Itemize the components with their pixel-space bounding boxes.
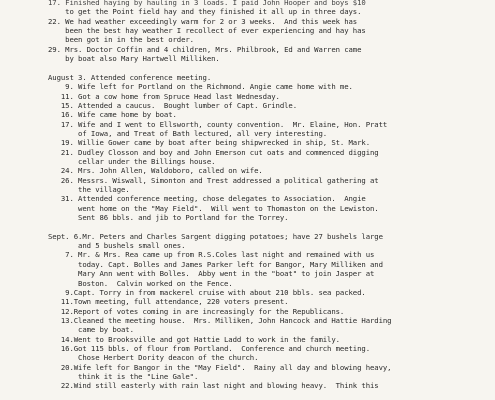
diary-line: 21. Dudley Closson and boy and John Emerson cut oats and commenced digging (48, 147, 379, 157)
diary-line: 26. Messrs. Wiswall, Simonton and Trest addressed a political gathering at (48, 175, 379, 185)
diary-line: cellar under the Billings house. (48, 156, 216, 166)
diary-line: 29. Mrs. Doctor Coffin and 4 children, Mrs. Philbrook, Ed and Warren came (48, 44, 362, 54)
diary-line: 31. Attended conference meeting, chose delegates to Association. Angie (48, 194, 366, 204)
diary-line: 19. Willie Gower came by boat after being shipwrecked in ship, St. Mark. (48, 138, 370, 148)
diary-line: 11.Town meeting, full attendance, 220 voters present. (48, 297, 289, 307)
diary-line: Mary Ann went with Bolles. Abby went in the "boat" to join Jasper at (48, 269, 375, 279)
diary-line: Chose Herbert Dority deacon of the church. (48, 353, 259, 363)
diary-line: 24. Mrs. John Allen, Waldoboro, called on wife. (48, 166, 263, 176)
diary-line: Sept. 6.Mr. Peters and Charles Sargent digging potatoes; have 27 bushels large (48, 231, 383, 241)
diary-line: to get the Point field hay and they finished it all up in three days. (48, 7, 362, 17)
diary-line: 9. Wife left for Portland on the Richmond. Angie came home with me. (48, 82, 353, 92)
diary-line: 11. Got a cow home from Spruce Head last Wednesday. (48, 91, 280, 101)
diary-line: 22.Wind still easterly with rain last night and blowing heavy. Think this (48, 381, 379, 391)
diary-line: the village. (48, 185, 130, 194)
diary-line: came by boat. (48, 325, 134, 335)
diary-line: 7. Mr. & Mrs. Rea came up from R.S.Coles last night and remained with us (48, 250, 375, 260)
diary-line: by boat also Mary Hartwell Milliken. (48, 54, 220, 64)
diary-line: 17. Finished haying by hauling in 3 loads. I paid John Hooper and boys $10 (48, 0, 366, 7)
diary-line: 15. Attended a caucus. Bought lumber of Capt. Grindle. (48, 100, 298, 110)
diary-line: 9.Capt. Torry in from mackerel cruise with about 210 bbls. sea packed. (48, 287, 366, 297)
diary-line: of Iowa, and Treat of Bath lectured, all very interesting. (48, 128, 328, 138)
diary-line: 13.Cleaned the meeting house. Mrs. Milliken, John Hancock and Hattie Harding (48, 315, 392, 325)
diary-line: 17. Wife and I went to Ellsworth, county convention. Mr. Elaine, Hon. Pratt (48, 119, 388, 129)
diary-line: 16.Got 115 bbls. of flour from Portland. Conference and church meeting. (48, 343, 370, 353)
diary-line: 16. Wife came home by boat. (48, 110, 177, 120)
diary-line: today. Capt. Bolles and James Parker left for Bangor, Mary Milliken and (48, 259, 383, 269)
diary-line: August 3. Attended conference meeting. (48, 72, 212, 82)
diary-line: been the best hay weather I recollect of ever experiencing and hay has (48, 26, 366, 36)
diary-line: think it is the "Line Gale". (48, 372, 199, 381)
diary-line: been got in in the best order. (48, 35, 194, 45)
diary-line: 12.Report of votes coming in are increasingly for the Republicans. (48, 306, 345, 316)
diary-line: Boston. Calvin worked on the Fence. (48, 278, 233, 288)
diary-line: and 5 bushels small ones. (48, 241, 186, 251)
diary-line: Sent 86 bbls. and jib to Portland for the Torrey. (48, 213, 289, 223)
diary-line: 22. We had weather exceedingly warm for 2 or 3 weeks. And this week has (48, 16, 358, 26)
diary-line: 14.Went to Brooksville and got Hattie Ladd to work in the family. (48, 334, 340, 344)
diary-line: went home on the "May Field". Will went to Thomaston on the Lewiston. (48, 203, 379, 213)
diary-line: 20.Wife left for Bangor in the "May Field". Rainy all day and blowing heavy, (48, 362, 392, 372)
